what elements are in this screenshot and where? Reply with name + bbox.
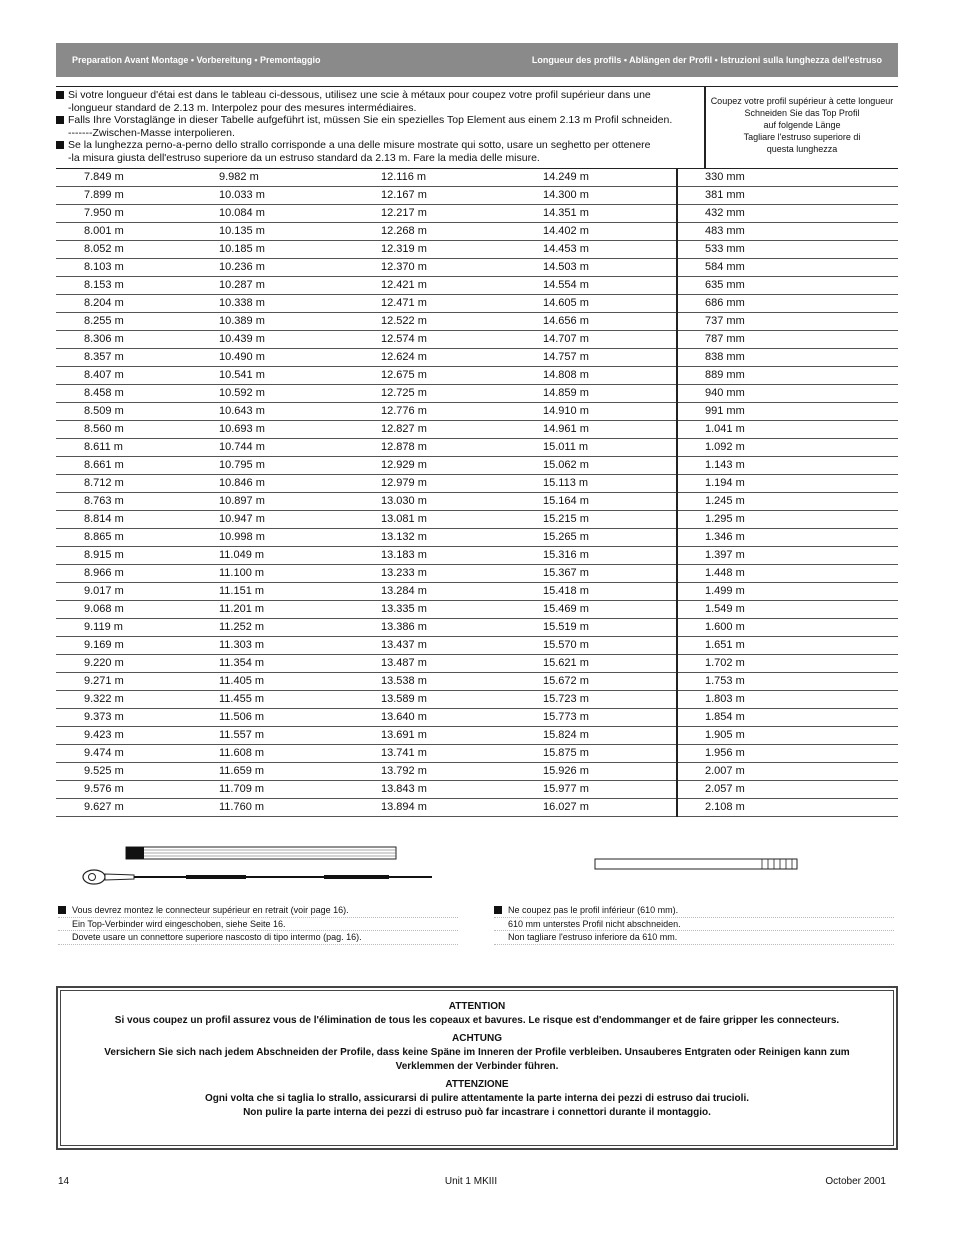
stay-length-cell: 12.522 m — [381, 313, 543, 331]
stay-length-cell: 8.204 m — [56, 295, 219, 313]
stay-length-cell: 10.947 m — [219, 511, 381, 529]
stay-length-cell: 10.490 m — [219, 349, 381, 367]
stay-length-cell: 10.998 m — [219, 529, 381, 547]
stay-length-cell: 10.795 m — [219, 457, 381, 475]
table-row — [56, 295, 898, 313]
stay-length-cell: 12.116 m — [381, 169, 543, 187]
lower-profile-illustration — [592, 855, 802, 875]
cut-length-cell: 889 mm — [677, 367, 898, 385]
cut-length-cell: 686 mm — [677, 295, 898, 313]
table-row — [56, 511, 898, 529]
stay-length-cell: 8.306 m — [56, 331, 219, 349]
cut-length-cell: 1.499 m — [677, 583, 898, 601]
stay-length-cell: 13.183 m — [381, 547, 543, 565]
stay-length-cell: 14.757 m — [543, 349, 677, 367]
stay-length-cell: 8.712 m — [56, 475, 219, 493]
attention-text-it-2: Non pulire la parte interna dei pezzi di estruso può far incastrare i connettori durante il montaggio. — [243, 1107, 711, 1118]
table-row — [56, 565, 898, 583]
cut-length-cell: 991 mm — [677, 403, 898, 421]
stay-length-cell: 12.827 m — [381, 421, 543, 439]
stay-length-cell: 10.185 m — [219, 241, 381, 259]
cut-length-cell: 1.194 m — [677, 475, 898, 493]
cut-length-cell: 1.600 m — [677, 619, 898, 637]
stay-length-cell: 7.849 m — [56, 169, 219, 187]
stay-length-cell: 8.611 m — [56, 439, 219, 457]
stay-length-cell: 14.351 m — [543, 205, 677, 223]
stay-length-cell: 14.859 m — [543, 385, 677, 403]
cut-length-cell: 1.245 m — [677, 493, 898, 511]
stay-length-cell: 13.691 m — [381, 727, 543, 745]
stay-length-cell: 12.319 m — [381, 241, 543, 259]
stay-length-cell: 11.049 m — [219, 547, 381, 565]
table-row — [56, 655, 898, 673]
cut-length-cell: 2.057 m — [677, 781, 898, 799]
stay-length-cell: 11.303 m — [219, 637, 381, 655]
stay-length-cell: 10.846 m — [219, 475, 381, 493]
table-row — [56, 205, 898, 223]
header-left-title: Preparation Avant Montage • Vorbereitung • Premontaggio — [72, 55, 321, 65]
stay-length-cell: 10.643 m — [219, 403, 381, 421]
cut-length-cell: 1.346 m — [677, 529, 898, 547]
stay-length-cell: 13.081 m — [381, 511, 543, 529]
stay-length-cell: 11.709 m — [219, 781, 381, 799]
stay-length-cell: 10.897 m — [219, 493, 381, 511]
stay-length-cell: 8.407 m — [56, 367, 219, 385]
stay-length-cell: 8.763 m — [56, 493, 219, 511]
stay-length-cell: 15.215 m — [543, 511, 677, 529]
stay-length-cell: 7.950 m — [56, 205, 219, 223]
stay-length-cell: 10.236 m — [219, 259, 381, 277]
table-row — [56, 493, 898, 511]
cut-length-cell: 838 mm — [677, 349, 898, 367]
stay-length-cell: 8.560 m — [56, 421, 219, 439]
section-header-bar — [56, 43, 898, 77]
cut-length-cell: 737 mm — [677, 313, 898, 331]
table-row — [56, 781, 898, 799]
stay-length-cell: 14.402 m — [543, 223, 677, 241]
cut-length-cell: 1.041 m — [677, 421, 898, 439]
table-row — [56, 367, 898, 385]
stay-length-cell: 13.538 m — [381, 673, 543, 691]
stay-length-cell: 15.164 m — [543, 493, 677, 511]
stay-length-cell: 10.033 m — [219, 187, 381, 205]
table-row — [56, 241, 898, 259]
stay-length-cell: 9.373 m — [56, 709, 219, 727]
table-row — [56, 637, 898, 655]
stay-length-cell: 15.977 m — [543, 781, 677, 799]
cut-length-cell: 1.397 m — [677, 547, 898, 565]
stay-length-cell: 10.135 m — [219, 223, 381, 241]
stay-length-cell: 7.899 m — [56, 187, 219, 205]
stay-length-cell: 8.661 m — [56, 457, 219, 475]
stay-length-cell: 15.723 m — [543, 691, 677, 709]
cut-length-cell: 1.651 m — [677, 637, 898, 655]
stay-length-cell: 12.471 m — [381, 295, 543, 313]
page-number: 14 — [58, 1176, 70, 1187]
table-row — [56, 529, 898, 547]
publication-date: October 2001 — [825, 1176, 886, 1187]
attention-heading-it: ATTENZIONE — [445, 1079, 509, 1090]
stay-length-cell: 11.201 m — [219, 601, 381, 619]
table-row — [56, 331, 898, 349]
cut-length-cell: 1.549 m — [677, 601, 898, 619]
cut-length-cell: 635 mm — [677, 277, 898, 295]
stay-length-cell: 16.027 m — [543, 799, 677, 817]
stay-length-cell: 14.656 m — [543, 313, 677, 331]
stay-length-cell: 11.252 m — [219, 619, 381, 637]
stay-length-cell: 11.608 m — [219, 745, 381, 763]
stay-length-cell: 15.367 m — [543, 565, 677, 583]
table-row — [56, 223, 898, 241]
stay-length-cell: 13.233 m — [381, 565, 543, 583]
stay-length-cell: 8.814 m — [56, 511, 219, 529]
stay-length-cell: 8.001 m — [56, 223, 219, 241]
stay-length-cell: 10.084 m — [219, 205, 381, 223]
table-row — [56, 583, 898, 601]
stay-length-cell: 12.167 m — [381, 187, 543, 205]
cut-length-cell: 1.905 m — [677, 727, 898, 745]
attention-heading-fr: ATTENTION — [448, 1001, 506, 1012]
cut-length-cell: 1.702 m — [677, 655, 898, 673]
stay-length-cell: 14.910 m — [543, 403, 677, 421]
stay-length-cell: 13.335 m — [381, 601, 543, 619]
stay-length-cell: 10.389 m — [219, 313, 381, 331]
stay-length-cell: 11.557 m — [219, 727, 381, 745]
stay-length-cell: 8.153 m — [56, 277, 219, 295]
stay-length-cell: 15.824 m — [543, 727, 677, 745]
stay-length-cell: 13.132 m — [381, 529, 543, 547]
stay-length-cell: 9.525 m — [56, 763, 219, 781]
stay-length-cell: 10.338 m — [219, 295, 381, 313]
stay-length-cell: 15.875 m — [543, 745, 677, 763]
stay-length-cell: 12.878 m — [381, 439, 543, 457]
table-row — [56, 439, 898, 457]
stay-length-cell: 15.062 m — [543, 457, 677, 475]
stay-length-cell: 15.519 m — [543, 619, 677, 637]
stay-length-cell: 11.405 m — [219, 673, 381, 691]
stay-length-cell: 14.300 m — [543, 187, 677, 205]
stay-length-cell: 14.707 m — [543, 331, 677, 349]
stay-length-cell: 8.103 m — [56, 259, 219, 277]
stay-length-cell: 13.386 m — [381, 619, 543, 637]
stay-length-cell: 9.169 m — [56, 637, 219, 655]
stay-length-cell: 9.576 m — [56, 781, 219, 799]
stay-length-cell: 13.487 m — [381, 655, 543, 673]
stay-length-cell: 8.915 m — [56, 547, 219, 565]
stay-length-cell: 12.929 m — [381, 457, 543, 475]
cut-length-cell: 381 mm — [677, 187, 898, 205]
table-row — [56, 799, 898, 817]
table-row — [56, 403, 898, 421]
top-connector-note: Vous devrez montez le connecteur supérieur en retrait (voir page 16). Ein Top-Verbinder wird eingeschoben, siehe Seite 16. Dovete usare un connettore superiore nascosto di tipo intermo (pag. 16). — [58, 904, 458, 945]
stay-length-cell: 12.979 m — [381, 475, 543, 493]
stay-length-cell: 9.068 m — [56, 601, 219, 619]
stay-length-cell: 10.439 m — [219, 331, 381, 349]
stay-length-cell: 12.725 m — [381, 385, 543, 403]
cut-length-cell: 2.108 m — [677, 799, 898, 817]
intro-paragraph-de: Falls Ihre Vorstaglänge in dieser Tabelle aufgeführt ist, müssen Sie ein spezielles Top Element aus einem 2.13 m Profil schneiden. -------Zwischen-Masse interpolieren. — [56, 114, 704, 139]
table-row — [56, 259, 898, 277]
stay-length-cell: 15.265 m — [543, 529, 677, 547]
attention-text-it-1: Ogni volta che si taglia lo strallo, assicurarsi di pulire attentamente la parte interna dei pezzi di estruso dai trucioli. — [204, 1093, 750, 1104]
stay-length-cell: 13.792 m — [381, 763, 543, 781]
stay-length-cell: 13.640 m — [381, 709, 543, 727]
table-row — [56, 475, 898, 493]
stay-length-cell: 13.284 m — [381, 583, 543, 601]
unit-name: Unit 1 MKIII — [444, 1176, 498, 1187]
stay-length-cell: 9.017 m — [56, 583, 219, 601]
stay-length-cell: 12.421 m — [381, 277, 543, 295]
stay-length-cell: 14.453 m — [543, 241, 677, 259]
stay-length-cell: 14.605 m — [543, 295, 677, 313]
intro-instructions — [56, 89, 704, 164]
stay-length-cell: 12.268 m — [381, 223, 543, 241]
stay-length-cell: 12.675 m — [381, 367, 543, 385]
stay-length-cell: 9.119 m — [56, 619, 219, 637]
stay-length-cell: 8.357 m — [56, 349, 219, 367]
stay-length-cell: 11.151 m — [219, 583, 381, 601]
stay-length-cell: 13.741 m — [381, 745, 543, 763]
bullet-square-icon — [56, 141, 64, 149]
stay-length-cell: 14.503 m — [543, 259, 677, 277]
stay-length-cell: 8.966 m — [56, 565, 219, 583]
bullet-square-icon — [56, 116, 64, 124]
cut-length-cell: 2.007 m — [677, 763, 898, 781]
table-row — [56, 727, 898, 745]
stay-length-cell: 12.574 m — [381, 331, 543, 349]
stay-length-cell: 9.423 m — [56, 727, 219, 745]
stay-length-cell: 9.982 m — [219, 169, 381, 187]
stay-length-cell: 12.370 m — [381, 259, 543, 277]
stay-length-cell: 11.354 m — [219, 655, 381, 673]
stay-length-cell: 10.287 m — [219, 277, 381, 295]
table-row — [56, 187, 898, 205]
table-row — [56, 313, 898, 331]
table-row — [56, 601, 898, 619]
stay-length-cell: 8.865 m — [56, 529, 219, 547]
cut-length-cell: 483 mm — [677, 223, 898, 241]
attention-text-de: Versichern Sie sich nach jedem Abschneiden der Profile, dass keine Späne im Inneren der Profile verbleiben. Unsauberes Entgraten oder Reinigen kann zum Verklemmen der Verbinder führen. — [104, 1047, 850, 1072]
stay-length-cell: 13.894 m — [381, 799, 543, 817]
lower-profile-note: Ne coupez pas le profil inférieur (610 mm). 610 mm unterstes Profil nicht abschneiden. Non tagliare l'estruso inferiore da 610 mm. — [494, 904, 894, 945]
stay-length-cell: 15.621 m — [543, 655, 677, 673]
stay-length-cell: 8.052 m — [56, 241, 219, 259]
stay-length-cell: 13.589 m — [381, 691, 543, 709]
stay-length-cell: 12.217 m — [381, 205, 543, 223]
stay-length-cell: 14.808 m — [543, 367, 677, 385]
cut-length-cell: 330 mm — [677, 169, 898, 187]
stay-length-cell: 11.659 m — [219, 763, 381, 781]
stay-length-cell: 15.113 m — [543, 475, 677, 493]
cut-length-column-header: Coupez votre profil supérieur à cette longueur Schneiden Sie das Top Profil auf folgende Länge Tagliare l'estruso superiore di questa lunghezza — [704, 87, 898, 169]
stay-length-cell: 11.100 m — [219, 565, 381, 583]
stay-length-cell: 15.316 m — [543, 547, 677, 565]
stay-length-cell: 15.011 m — [543, 439, 677, 457]
cut-length-cell: 1.753 m — [677, 673, 898, 691]
stay-length-cell: 11.506 m — [219, 709, 381, 727]
stay-length-cell: 11.760 m — [219, 799, 381, 817]
cut-length-cell: 1.092 m — [677, 439, 898, 457]
stay-length-cell: 9.271 m — [56, 673, 219, 691]
cut-length-cell: 1.448 m — [677, 565, 898, 583]
cut-length-cell: 1.143 m — [677, 457, 898, 475]
stay-length-cell: 14.554 m — [543, 277, 677, 295]
table-row — [56, 547, 898, 565]
bullet-square-icon — [58, 906, 66, 914]
bullet-square-icon — [494, 906, 502, 914]
stay-length-cell: 15.926 m — [543, 763, 677, 781]
forestay-length-table — [56, 168, 898, 817]
stay-length-cell: 15.773 m — [543, 709, 677, 727]
attention-heading-de: ACHTUNG — [452, 1033, 502, 1044]
table-row — [56, 457, 898, 475]
stay-length-cell: 15.570 m — [543, 637, 677, 655]
table-row — [56, 709, 898, 727]
stay-length-cell: 15.469 m — [543, 601, 677, 619]
stay-length-cell: 12.776 m — [381, 403, 543, 421]
table-row — [56, 277, 898, 295]
stay-length-cell: 14.961 m — [543, 421, 677, 439]
stay-length-cell: 10.693 m — [219, 421, 381, 439]
table-row — [56, 673, 898, 691]
table-row — [56, 619, 898, 637]
table-row — [56, 349, 898, 367]
stay-length-cell: 8.509 m — [56, 403, 219, 421]
stay-length-cell: 11.455 m — [219, 691, 381, 709]
cut-length-cell: 432 mm — [677, 205, 898, 223]
stay-length-cell: 8.255 m — [56, 313, 219, 331]
stay-length-cell: 15.672 m — [543, 673, 677, 691]
table-row — [56, 169, 898, 187]
stay-length-cell: 10.592 m — [219, 385, 381, 403]
bullet-square-icon — [56, 91, 64, 99]
stay-length-cell: 10.744 m — [219, 439, 381, 457]
cut-length-cell: 1.803 m — [677, 691, 898, 709]
cut-length-cell: 1.854 m — [677, 709, 898, 727]
stay-length-cell: 14.249 m — [543, 169, 677, 187]
stay-length-cell: 9.474 m — [56, 745, 219, 763]
cut-length-cell: 1.956 m — [677, 745, 898, 763]
top-connector-illustration — [74, 842, 434, 892]
table-row — [56, 421, 898, 439]
intro-paragraph-it: Se la lunghezza perno-a-perno dello strallo corrisponde a una delle misure mostrate qui sotto, usare un seghetto per ottenere -la misura giusta dell'estruso superiore da un estruso standard da 2.13 m. Fare la media delle misure. — [56, 139, 704, 164]
intro-paragraph-fr: Si votre longueur d'étai est dans le tableau ci-dessous, utilisez une scie à métaux pour coupez votre profil supérieur dans une -longueur standard de 2.13 m. Interpolez pour des mesures intermédiaires. — [56, 89, 704, 114]
stay-length-cell: 13.030 m — [381, 493, 543, 511]
cut-length-cell: 584 mm — [677, 259, 898, 277]
stay-length-cell: 9.627 m — [56, 799, 219, 817]
cut-length-cell: 533 mm — [677, 241, 898, 259]
attention-box — [56, 986, 898, 1150]
stay-length-cell: 13.437 m — [381, 637, 543, 655]
cut-length-cell: 1.295 m — [677, 511, 898, 529]
stay-length-cell: 12.624 m — [381, 349, 543, 367]
table-row — [56, 763, 898, 781]
stay-length-cell: 10.541 m — [219, 367, 381, 385]
stay-length-cell: 8.458 m — [56, 385, 219, 403]
stay-length-cell: 9.220 m — [56, 655, 219, 673]
stay-length-cell: 13.843 m — [381, 781, 543, 799]
header-right-title: Longueur des profils • Ablängen der Profil • Istruzioni sulla lunghezza dell'estruso — [531, 55, 882, 65]
table-row — [56, 691, 898, 709]
table-row — [56, 745, 898, 763]
intro-block — [56, 86, 898, 168]
table-row — [56, 385, 898, 403]
cut-length-cell: 787 mm — [677, 331, 898, 349]
stay-length-cell: 9.322 m — [56, 691, 219, 709]
stay-length-cell: 15.418 m — [543, 583, 677, 601]
attention-text-fr: Si vous coupez un profil assurez vous de l'élimination de tous les copeaux et bavures. Le risque est d'endommanger et de faire gripper les connecteurs. — [114, 1015, 840, 1026]
cut-length-cell: 940 mm — [677, 385, 898, 403]
